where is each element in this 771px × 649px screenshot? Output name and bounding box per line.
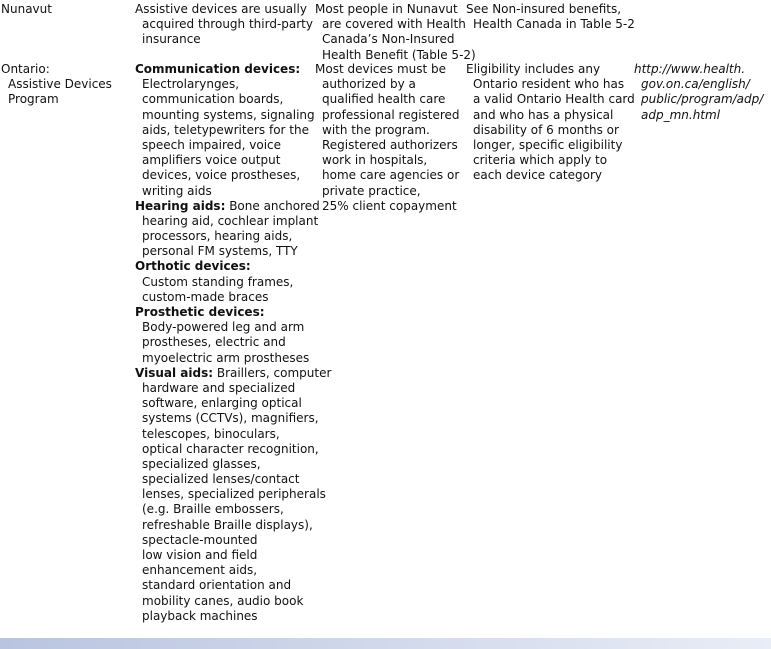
cell-line: Ontario: — [1, 62, 50, 76]
cell-line: adp_mn.html — [641, 107, 721, 122]
cell-line: Body-powered leg and arm — [142, 320, 305, 335]
cell-line: Assistive devices are usually — [135, 2, 307, 16]
cell-line: 25% client copayment — [322, 198, 457, 213]
cell-line: gov.on.ca/english/ — [641, 77, 750, 92]
page-footer-bar — [0, 638, 771, 649]
cell-line: work in hospitals, — [322, 153, 428, 168]
cell-line: Most devices must be — [315, 62, 447, 76]
category-heading: Prosthetic devices: — [135, 305, 265, 319]
cell-line: devices, voice prostheses, — [142, 168, 301, 183]
cell-line: See Non-insured benefits, — [466, 2, 622, 16]
cell-line: a valid Ontario Health card — [473, 92, 635, 107]
cell-line: spectacle-mounted — [142, 532, 258, 547]
cell-line: processors, hearing aids, — [142, 229, 293, 244]
cell-line: disability of 6 months or — [473, 122, 619, 137]
cell-line: criteria which apply to — [473, 153, 608, 168]
cell-devices — [135, 2, 313, 48]
cell-line: custom-made braces — [142, 289, 269, 304]
cell-line: enhancement aids, — [142, 563, 258, 578]
cell-line: optical character recognition, — [142, 441, 319, 456]
cell-line: insurance — [142, 32, 201, 47]
cell-url-link[interactable] — [634, 62, 763, 123]
cell-line: software, enlarging optical — [142, 396, 302, 411]
cell-line: Nunavut — [1, 2, 52, 16]
cell-line: specialized lenses/contact — [142, 472, 300, 487]
cell-line: hardware and specialized — [142, 380, 296, 395]
cell-line: hearing aid, cochlear implant — [142, 213, 319, 228]
cell-line: each device category — [473, 168, 603, 183]
cell-line: writing aids — [142, 183, 212, 198]
cell-line: refreshable Braille displays), — [142, 517, 313, 532]
cell-line: amplifiers voice output — [142, 153, 281, 168]
cell-line: mounting systems, signaling — [142, 107, 315, 122]
cell-line: private practice, — [322, 183, 421, 198]
cell-eligibility — [466, 62, 635, 184]
cell-line: longer, specific eligibility — [473, 137, 623, 152]
cell-line: public/program/adp/ — [641, 92, 764, 107]
cell-line: Most people in Nunavut — [315, 2, 458, 16]
cell-line: qualified health care — [322, 92, 446, 107]
cell-line: are covered with Health — [322, 17, 466, 32]
cell-line: Health Canada in Table 5-2 — [473, 17, 635, 32]
cell-line: aids, teletypewriters for the — [142, 122, 309, 137]
category-text: Bone anchored — [225, 198, 320, 213]
cell-line: acquired through third-party — [142, 17, 313, 32]
cell-line: authorized by a — [322, 77, 416, 92]
cell-line: myoelectric arm prostheses — [142, 350, 310, 365]
cell-line: Custom standing frames, — [142, 274, 294, 289]
category-line — [135, 366, 331, 381]
category-text: Braillers, computer — [213, 365, 332, 380]
cell-line: Registered authorizers — [322, 137, 458, 152]
cell-line: http://www.health. — [634, 62, 746, 76]
cell-line: home care agencies or — [322, 168, 460, 183]
cell-line: (e.g. Braille embossers, — [142, 502, 284, 517]
cell-line: playback machines — [142, 608, 258, 623]
cell-line: Health Benefit (Table 5-2) — [322, 47, 476, 62]
cell-line: professional registered — [322, 107, 460, 122]
cell-line: Program — [8, 92, 59, 107]
cell-eligibility — [466, 2, 635, 32]
cell-line: speech impaired, voice — [142, 137, 282, 152]
cell-jurisdiction — [1, 62, 112, 108]
cell-devices — [135, 62, 331, 624]
category-line — [135, 199, 331, 214]
category-heading: Orthotic devices: — [135, 259, 251, 274]
cell-line: Ontario resident who has — [473, 77, 625, 92]
cell-line: Electrolarynges, — [142, 77, 240, 92]
cell-line: lenses, specialized peripherals — [142, 487, 326, 502]
cell-line: specialized glasses, — [142, 456, 261, 471]
cell-authorization — [315, 62, 460, 214]
cell-line: telescopes, binoculars, — [142, 426, 280, 441]
cell-jurisdiction — [1, 2, 52, 17]
cell-authorization — [315, 2, 476, 63]
cell-line: Canada’s Non-Insured — [322, 32, 455, 47]
cell-line: prostheses, electric and — [142, 335, 286, 350]
cell-line: with the program. — [322, 122, 430, 137]
cell-line: Eligibility includes any — [466, 62, 601, 76]
cell-line: mobility canes, audio book — [142, 593, 304, 608]
category-heading: Hearing aids: — [135, 198, 226, 213]
cell-line: standard orientation and — [142, 578, 292, 593]
cell-line: communication boards, — [142, 92, 284, 107]
cell-line: Assistive Devices — [8, 77, 112, 92]
cell-line: personal FM systems, TTY — [142, 244, 298, 259]
cell-line: and who has a physical — [473, 107, 614, 122]
cell-line: low vision and field — [142, 548, 258, 562]
cell-line: systems (CCTVs), magnifiers, — [142, 411, 319, 426]
category-heading: Visual aids: — [135, 365, 214, 380]
category-heading: Communication devices: — [135, 62, 301, 76]
